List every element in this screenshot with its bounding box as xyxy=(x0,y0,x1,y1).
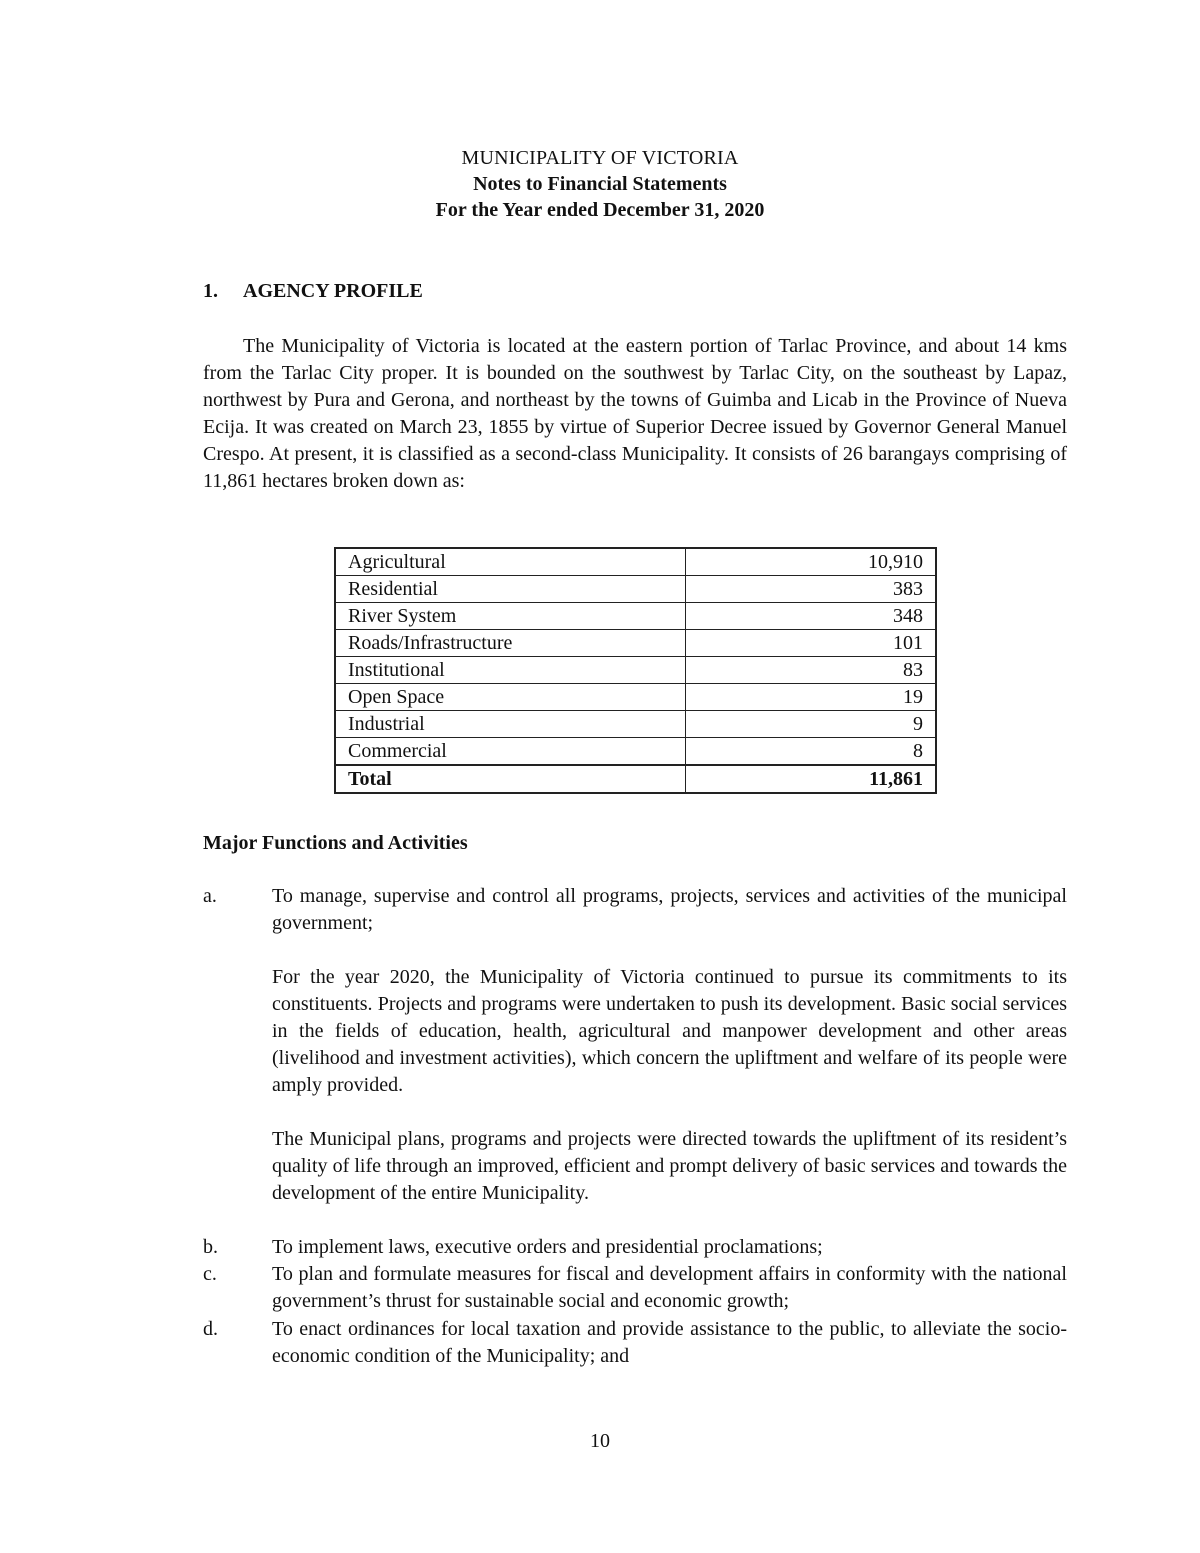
page-number: 10 xyxy=(590,1430,610,1452)
list-marker: b. xyxy=(203,1236,218,1258)
table-row xyxy=(335,548,936,576)
table-row xyxy=(335,576,936,603)
land-category: Residential xyxy=(335,576,686,603)
land-use-table xyxy=(334,547,937,794)
municipality-name: MUNICIPALITY OF VICTORIA xyxy=(461,147,739,169)
land-category: Institutional xyxy=(335,657,686,684)
document-header xyxy=(0,145,1200,223)
land-category: Roads/Infrastructure xyxy=(335,630,686,657)
land-category: Agricultural xyxy=(335,548,686,576)
list-marker: a. xyxy=(203,885,217,907)
land-hectares: 10,910 xyxy=(686,548,937,576)
land-category: Open Space xyxy=(335,684,686,711)
list-item xyxy=(203,883,1067,937)
land-category: Industrial xyxy=(335,711,686,738)
sub-paragraph: For the year 2020, the Municipality of Victoria continued to pursue its commitments to its constituents. Projects and programs were undertaken to push its development. Basic social services in the fields of education, health, agricultural and manpower development and other areas (livelihood and investment activities), which concern the upliftment and welfare of its people were amply provided. xyxy=(272,966,1067,1096)
list-item xyxy=(203,1261,1067,1315)
table-row xyxy=(335,657,936,684)
table-row xyxy=(335,603,936,630)
total-label: Total xyxy=(335,765,686,793)
section-heading xyxy=(203,278,423,304)
document-period: For the Year ended December 31, 2020 xyxy=(435,199,765,221)
land-hectares: 83 xyxy=(686,657,937,684)
total-value: 11,861 xyxy=(686,765,937,793)
land-category: Commercial xyxy=(335,738,686,766)
list-marker: c. xyxy=(203,1263,217,1285)
land-category: River System xyxy=(335,603,686,630)
list-item-text: To implement laws, executive orders and presidential proclamations; xyxy=(272,1236,823,1258)
document-title: Notes to Financial Statements xyxy=(473,173,727,195)
list-item-text: To manage, supervise and control all programs, projects, services and activities of the municipal government; xyxy=(272,885,1067,934)
list-item xyxy=(203,1316,1067,1370)
land-hectares: 9 xyxy=(686,711,937,738)
table-row xyxy=(335,738,936,766)
land-hectares: 101 xyxy=(686,630,937,657)
table-row xyxy=(335,684,936,711)
section-number: 1. xyxy=(203,280,218,302)
list-item xyxy=(203,1234,1067,1261)
table-row xyxy=(335,630,936,657)
land-hectares: 19 xyxy=(686,684,937,711)
section-title: AGENCY PROFILE xyxy=(243,280,423,302)
land-hectares: 383 xyxy=(686,576,937,603)
table-total-row xyxy=(335,765,936,793)
land-hectares: 8 xyxy=(686,738,937,766)
list-item-text: To plan and formulate measures for fiscal and development affairs in conformity with the national government’s thrust for sustainable social and economic growth; xyxy=(272,1263,1067,1312)
list-marker: d. xyxy=(203,1318,218,1340)
list-item-text: To enact ordinances for local taxation and provide assistance to the public, to alleviate the socio-economic condition of the Municipality; and xyxy=(272,1318,1067,1367)
table-row xyxy=(335,711,936,738)
functions-heading: Major Functions and Activities xyxy=(203,832,468,854)
land-hectares: 348 xyxy=(686,603,937,630)
sub-paragraph: The Municipal plans, programs and projects were directed towards the upliftment of its resident’s quality of life through an improved, efficient and prompt delivery of basic services and towards the development of the entire Municipality. xyxy=(272,1128,1067,1204)
agency-profile-paragraph: The Municipality of Victoria is located at the eastern portion of Tarlac Province, and about 14 kms from the Tarlac City proper. It is bounded on the southwest by Tarlac City, on the southeast by Lapaz, northwest by Pura and Gerona, and northeast by the towns of Guimba and Licab in the Province of Nueva Ecija. It was created on March 23, 1855 by virtue of Superior Decree issued by Governor General Manuel Crespo. At present, it is classified as a second-class Municipality. It consists of 26 barangays comprising of 11,861 hectares broken down as: xyxy=(203,335,1067,492)
